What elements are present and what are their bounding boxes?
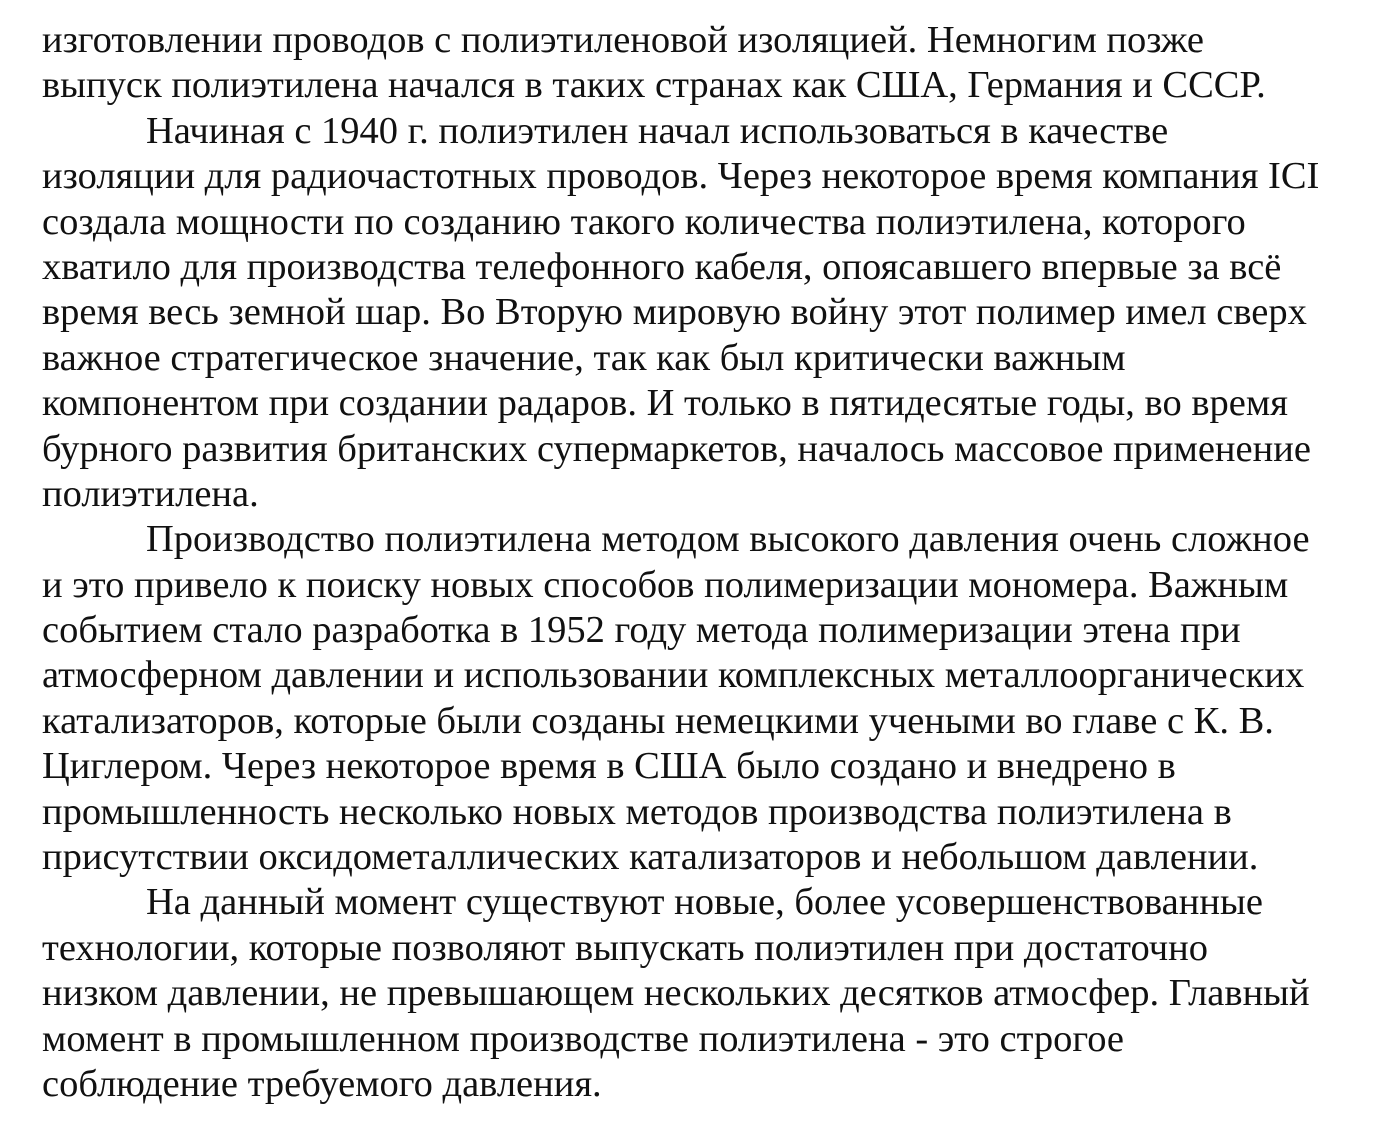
text-line: низком давлении, не превышающем нескольких десятков атмосфер. Главный (42, 972, 1310, 1015)
text-line: хватило для производства телефонного кабеля, опоясавшего впервые за всё (42, 245, 1282, 288)
text-line: Циглером. Через некоторое время в США было создано и внедрено в (42, 745, 1176, 788)
text-line: событием стало разработка в 1952 году метода полимеризации этена при (42, 609, 1241, 652)
text-line: бурного развития британских супермаркетов, началось массовое применение (42, 427, 1311, 470)
paragraph-3 (42, 517, 1382, 880)
text-line: создала мощности по созданию такого количества полиэтилена, которого (42, 200, 1246, 243)
text-line-first: Производство полиэтилена методом высокого давления очень сложное (146, 518, 1310, 561)
text-line: присутствии оксидометаллических катализаторов и небольшом давлении. (42, 836, 1259, 879)
text-line-first: На данный момент существуют новые, более усовершенствованные (146, 881, 1263, 924)
text-line: полиэтилена. (42, 472, 259, 515)
text-line: выпуск полиэтилена начался в таких странах как США, Германия и СССР. (42, 64, 1266, 107)
text-line: важное стратегическое значение, так как был критически важным (42, 336, 1126, 379)
paragraph-4 (42, 880, 1382, 1107)
text-line: технологии, которые позволяют выпускать полиэтилен при достаточно (42, 926, 1208, 969)
paragraph-1 (42, 18, 1382, 109)
text-line: катализаторов, которые были созданы немецкими учеными во главе с К. В. (42, 699, 1274, 742)
text-line: момент в промышленном производстве полиэтилена - это строгое (42, 1017, 1125, 1060)
text-line: изоляции для радиочастотных проводов. Через некоторое время компания ICI (42, 155, 1320, 198)
text-line: и это привело к поиску новых способов полимеризации мономера. Важным (42, 563, 1289, 606)
text-line: время весь земной шар. Во Вторую мировую войну этот полимер имел сверх (42, 291, 1307, 334)
text-line: атмосферном давлении и использовании комплексных металлоорганических (42, 654, 1305, 697)
paragraph-2 (42, 109, 1382, 518)
text-line: соблюдение требуемого давления. (42, 1062, 602, 1105)
document-body (42, 18, 1382, 1107)
text-line-first: Начиная с 1940 г. полиэтилен начал использоваться в качестве (146, 109, 1169, 152)
text-line: изготовлении проводов с полиэтиленовой изоляцией. Немногим позже (42, 19, 1204, 61)
text-line: промышленность несколько новых методов производства полиэтилена в (42, 790, 1232, 833)
text-line: компонентом при создании радаров. И только в пятидесятые годы, во время (42, 382, 1288, 425)
